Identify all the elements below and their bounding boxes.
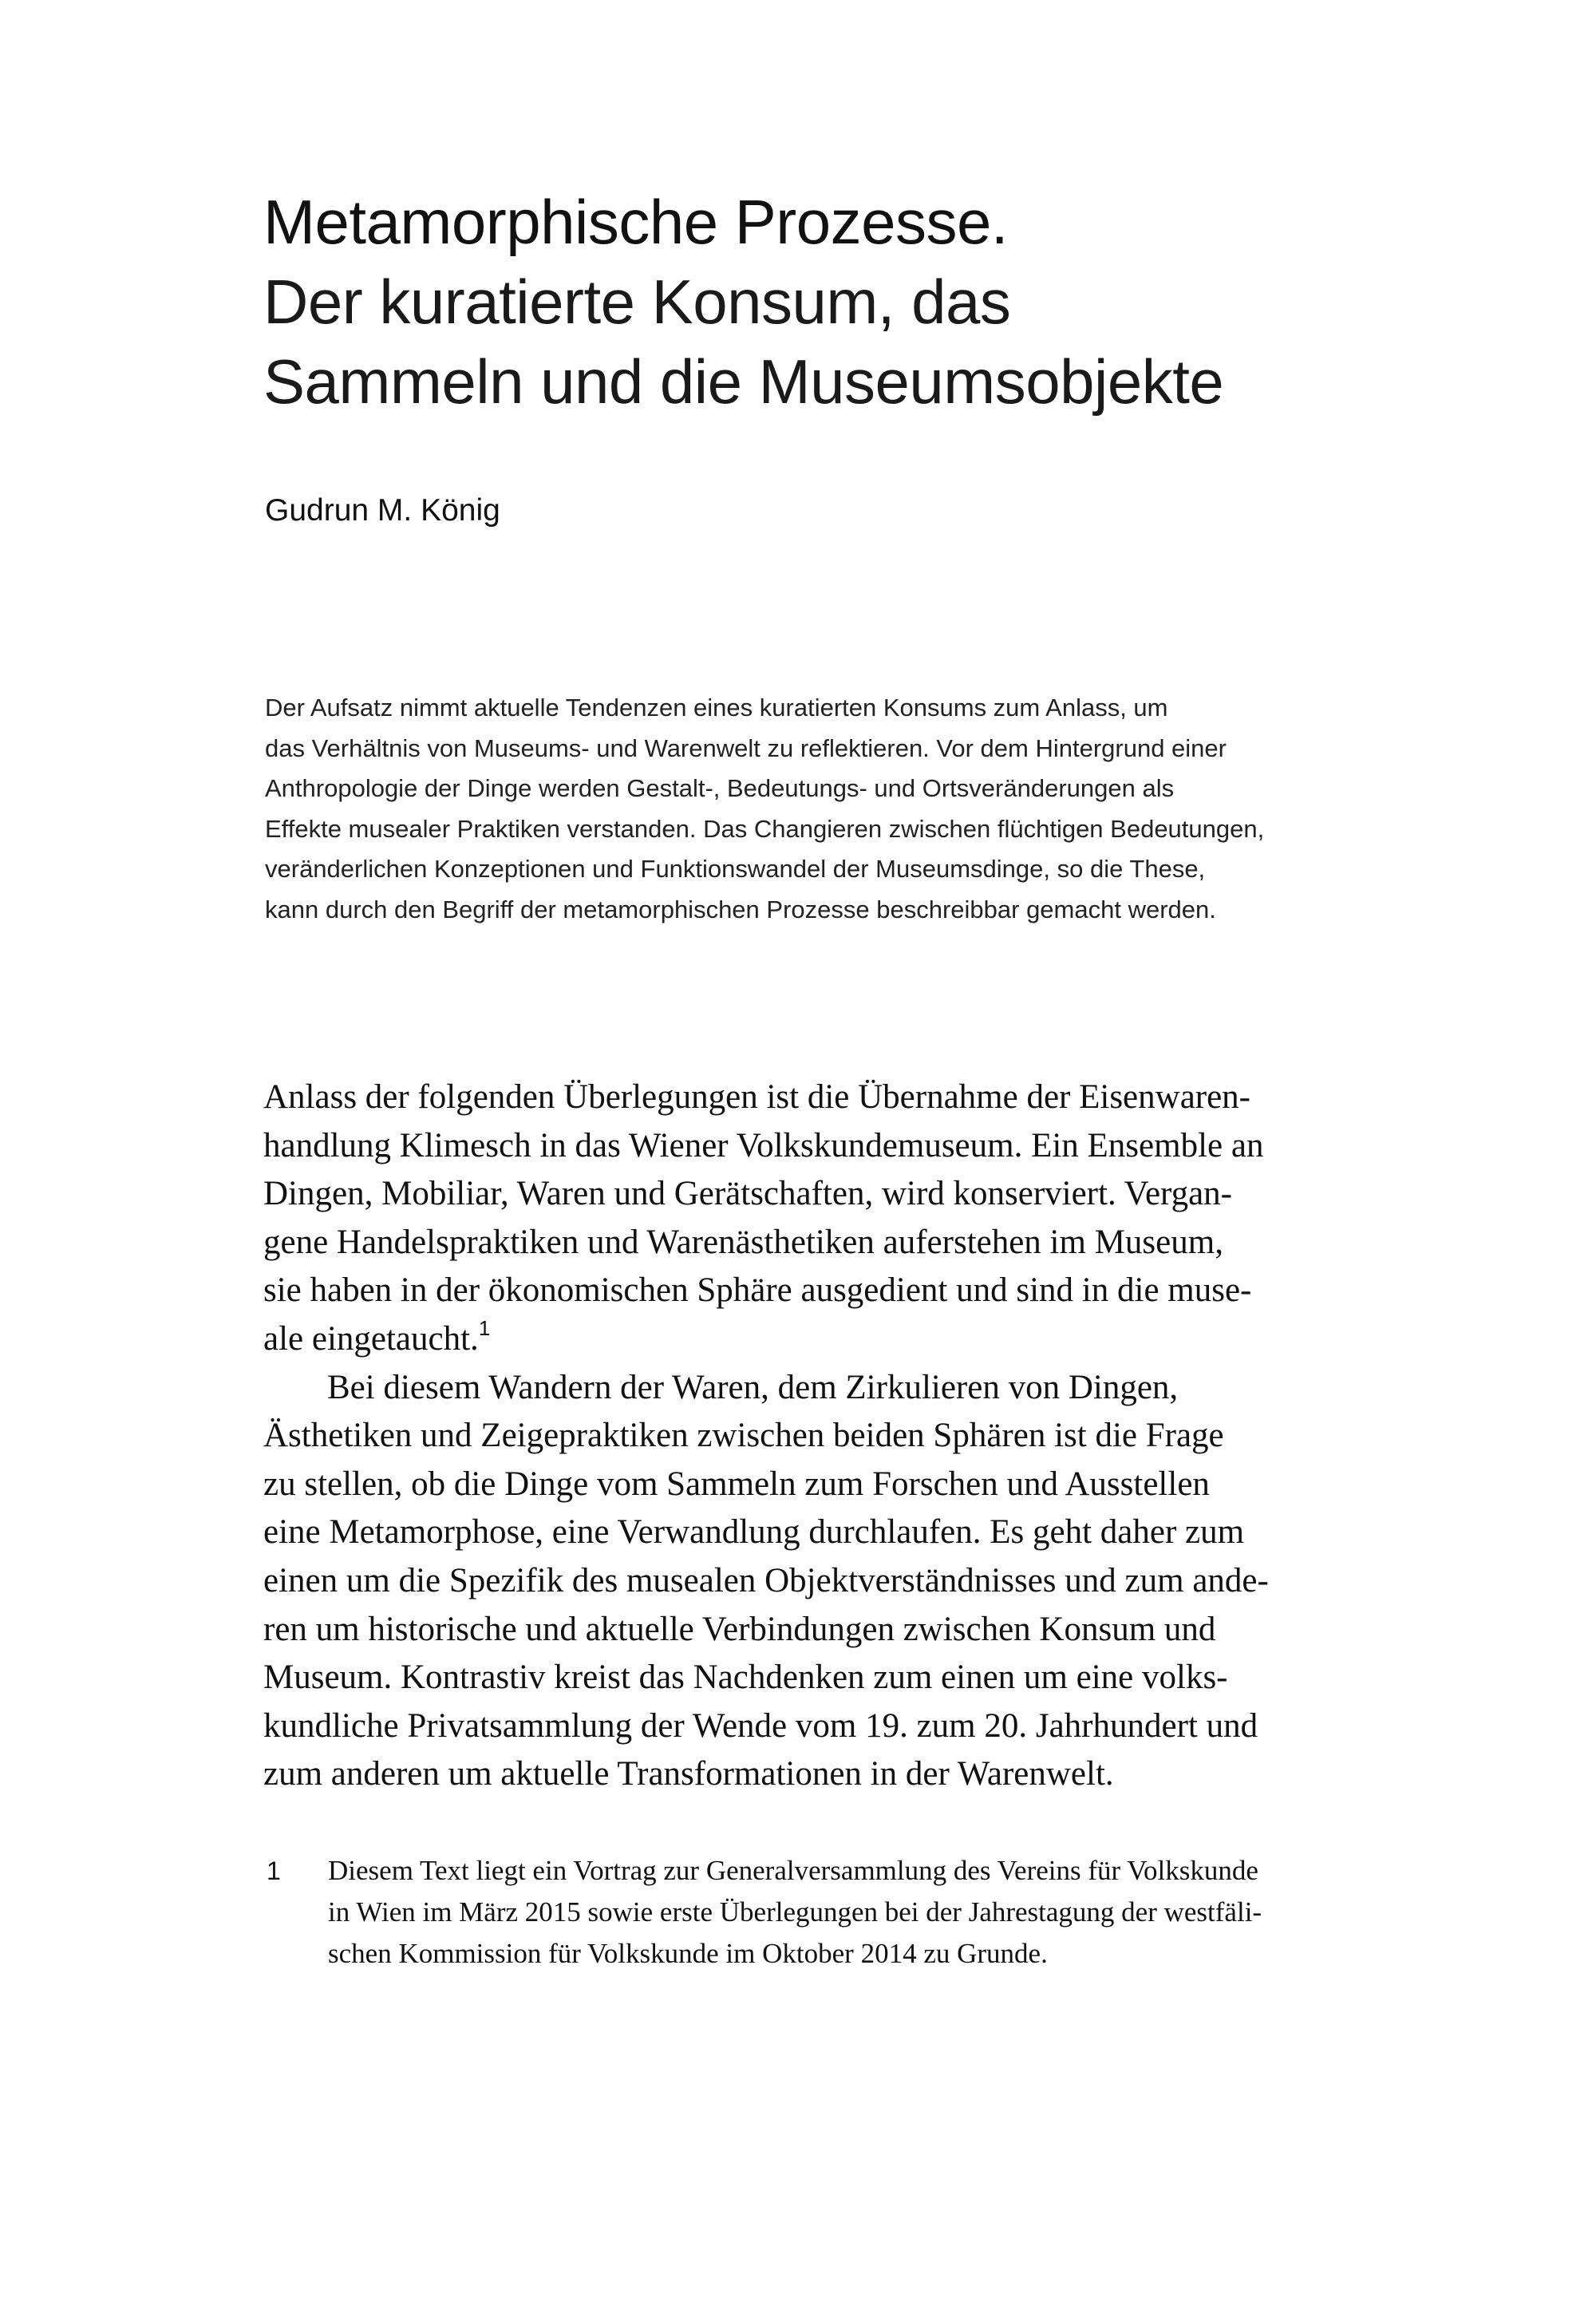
body-line-text: ale eingetaucht. xyxy=(263,1319,479,1358)
body-line: handlung Klimesch in das Wiener Volkskundemuseum. Ein Ensemble an xyxy=(263,1126,1264,1164)
footnote-line: schen Kommission für Volkskunde im Oktober 2014 zu Grunde. xyxy=(328,1938,1048,1969)
body-line: Dingen, Mobiliar, Waren und Gerätschaften, wird konserviert. Vergan- xyxy=(263,1175,1232,1213)
abstract-line: Anthropologie der Dinge werden Gestalt-, Bedeutungs- und Ortsveränderungen als xyxy=(265,774,1175,802)
paragraph-1 xyxy=(263,1073,1390,1364)
body-line: kundliche Privatsammlung der Wende vom 19. zum 20. Jahrhundert und xyxy=(263,1706,1258,1745)
abstract-line: Der Aufsatz nimmt aktuelle Tendenzen eines kuratierten Konsums zum Anlass, um xyxy=(265,694,1168,722)
body-line-last xyxy=(263,1315,1390,1364)
body-line: einen um die Spezifik des musealen Objektverständnisses und zum ande- xyxy=(263,1561,1269,1599)
footnote xyxy=(263,1850,1390,1975)
subtitle-line-1: Der kuratierte Konsum, das xyxy=(263,267,1011,337)
article-title xyxy=(263,182,1420,421)
footnote-reference[interactable]: 1 xyxy=(478,1315,491,1340)
footnote-line: in Wien im März 2015 sowie erste Überlegungen bei der Jahrestagung der westfäli- xyxy=(328,1896,1262,1927)
body-line-last: zum anderen um aktuelle Transformationen in der Warenwelt. xyxy=(263,1755,1114,1793)
body-line: eine Metamorphose, eine Verwandlung durchlaufen. Es geht daher zum xyxy=(263,1513,1245,1552)
title-main: Metamorphische Prozesse. xyxy=(263,187,1009,257)
body-line: Ästhetiken und Zeigepraktiken zwischen beiden Sphären ist die Frage xyxy=(263,1417,1224,1455)
abstract-line: kann durch den Begriff der metamorphischen Prozesse beschreibbar gemacht werden. xyxy=(265,895,1216,923)
subtitle-line-2: Sammeln und die Museumsobjekte xyxy=(263,346,1224,417)
author-name: Gudrun M. König xyxy=(265,493,500,528)
footnote-number: 1 xyxy=(267,1856,281,1885)
abstract-line: veränderlichen Konzeptionen und Funktionswandel der Museumsdinge, so die These, xyxy=(265,855,1206,883)
body-line: sie haben in der ökonomischen Sphäre ausgedient und sind in die muse- xyxy=(263,1271,1252,1310)
body-line: Bei diesem Wandern der Waren, dem Zirkulieren von Dingen, xyxy=(327,1368,1179,1406)
abstract xyxy=(265,688,1406,930)
body-line: zu stellen, ob die Dinge vom Sammeln zum Forschen und Ausstellen xyxy=(263,1465,1210,1503)
footnote-line: Diesem Text liegt ein Vortrag zur Generalversammlung des Vereins für Volkskunde xyxy=(328,1855,1258,1886)
body-text xyxy=(263,1073,1390,1799)
abstract-line: Effekte musealer Praktiken verstanden. Das Changieren zwischen flüchtigen Bedeutungen, xyxy=(265,814,1265,843)
abstract-line: das Verhältnis von Museums- und Warenwelt zu reflektieren. Vor dem Hintergrund einer xyxy=(265,733,1227,762)
body-line: ren um historische und aktuelle Verbindungen zwischen Konsum und xyxy=(263,1610,1216,1648)
paragraph-2 xyxy=(263,1364,1390,1799)
body-line: Museum. Kontrastiv kreist das Nachdenken zum einen um eine volks- xyxy=(263,1659,1228,1697)
body-line: Anlass der folgenden Überlegungen ist die Übernahme der Eisenwaren- xyxy=(263,1078,1251,1116)
body-line: gene Handelspraktiken und Warenästhetiken auferstehen im Museum, xyxy=(263,1223,1223,1261)
